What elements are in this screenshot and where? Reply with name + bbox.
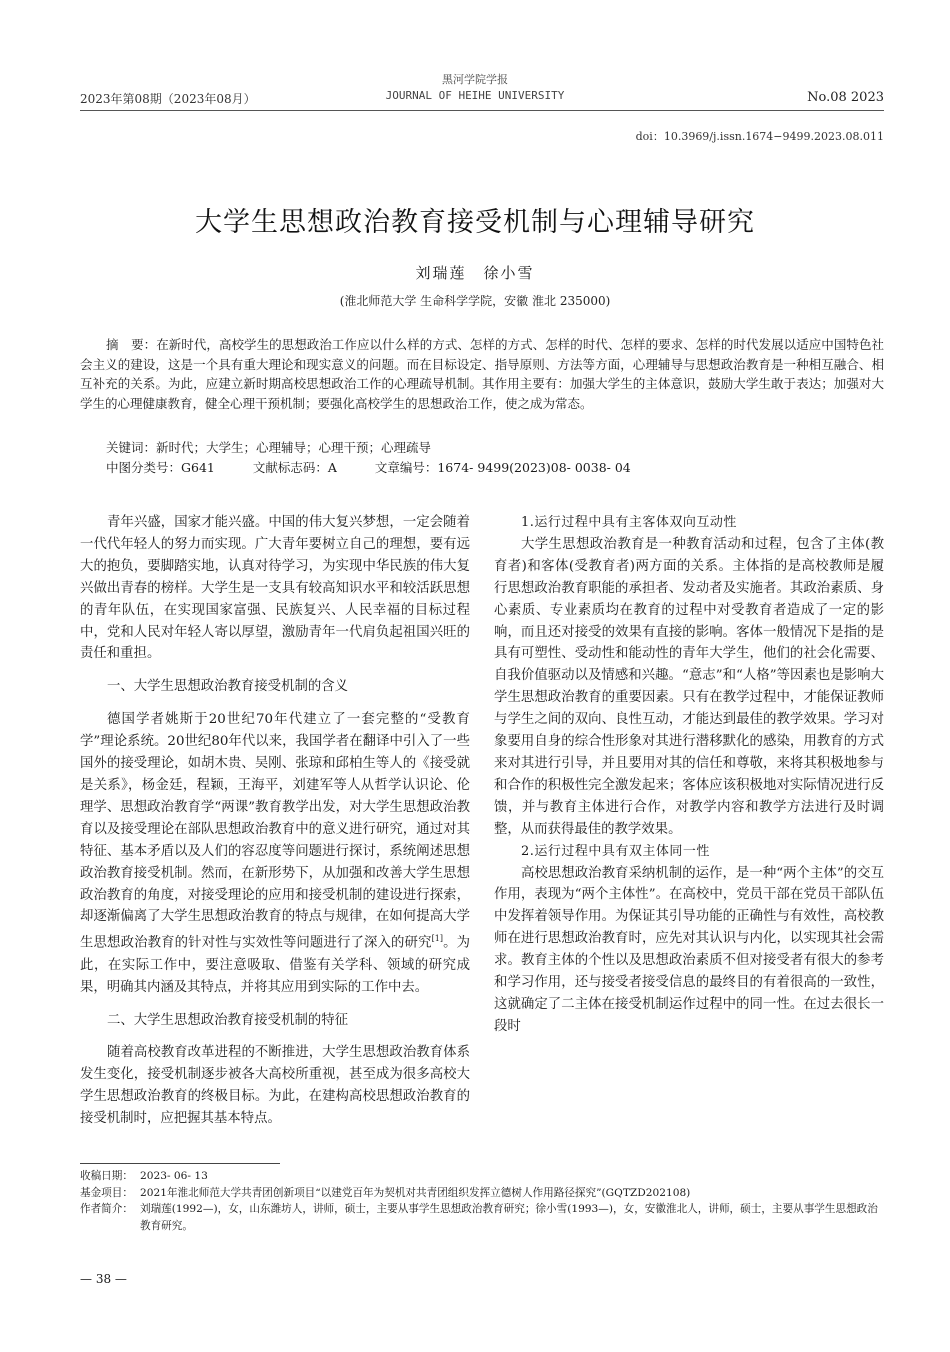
- article-title: 大学生思想政治教育接受机制与心理辅导研究: [195, 207, 755, 238]
- citation-ref[interactable]: [1]: [431, 934, 443, 944]
- running-header-number: No.08 2023: [807, 90, 884, 105]
- classification-line: [106, 458, 665, 477]
- footnote-received: 收稿日期： 2023- 06- 13: [80, 1170, 208, 1182]
- keywords: 关键词：新时代；大学生；心理辅导；心理干预；心理疏导: [106, 440, 432, 455]
- subsection-heading-2: 2.运行过程中具有双主体同一性: [521, 843, 710, 859]
- paragraph-intro: 青年兴盛，国家才能兴盛。中国的伟大复兴梦想，一定会随着一代代年轻人的努力而实现。广大青年要树立自己的理想，要有远大的抱负，要脚踏实地，认真对待学习，为实现中华民族的伟大复兴做出青春的榜样。大学生是一支具有较高知识水平和较活跃思想的青年队伍，在实现国家富强、民族复兴、人民幸福的目标过程中，党和人民对年轻人寄以厚望，激励青年一代肩负起祖国兴旺的责任和重担。: [80, 515, 470, 662]
- affiliation: (淮北师范大学 生命科学学院，安徽 淮北 235000): [339, 294, 611, 308]
- article-number: 文章编号：1674- 9499(2023)08- 0038- 04: [374, 460, 631, 475]
- paragraph-subsection-2: 高校思想政治教育采纳机制的运作，是一种“两个主体”的交互作用，表现为“两个主体性”。在高校中，党员干部在党员干部队伍中发挥着领导作用。为保证其引导功能的正确性与有效性，高校教师在进行思想政治教育时，应先对其认识与内化，以实现其社会需求。教育主体的个性以及思想政治素质不但对接受者有很大的参考和学习作用，还与接受者接受信息的最终目的有着很高的一致性，这就确定了二主体在接受机制运作过程中的同一性。在过去很长一段时: [494, 865, 884, 1034]
- paragraph-section-1: 德国学者姚斯于20世纪70年代建立了一套完整的“受教育学”理论系统。20世纪80年代以来，我国学者在翻译中引入了一些国外的接受理论，如胡木贵、吴刚、张琼和邱柏生等人的《接受就是关系》，杨金廷，程颖，王海平，刘建军等人从哲学认识论、伦理学、思想政治教育学“两课”教育教学出发，对大学生思想政治教育以及接受理论在部队思想政治教育中的意义进行研究，通过对其特征、基本矛盾以及人们的容忍度等问题进行探讨，系统阐述思想政治教育接受机制。然而，在新形势下，从加强和改善大学生思想政治教育的角度，对接受理论的应用和接受机制的建设进行探索，却逐渐偏离了大学生思想政治教育的特点与规律，在如何提高大学生思想政治教育的针对性与实效性等问题进行了深入的研究[1]。为此，在实际工作中，要注意吸取、借鉴有关学科、领域的研究成果，明确其内涵及其特点，并将其应用到实际的工作中去。: [80, 712, 470, 995]
- authors: 刘瑞莲 徐小雪: [415, 264, 535, 282]
- paragraph-section-2: 随着高校教育改革进程的不断推进，大学生思想政治教育体系发生变化，接受机制逐步被各大高校所重视，甚至成为很多高校大学生思想政治教育的终极目标。为此，在建构高校思想政治教育的接受机制时，应把握其基本特点。: [80, 1045, 470, 1127]
- section-heading-2: 二、大学生思想政治教育接受机制的特征: [107, 1012, 349, 1028]
- footnote-author-bio: 作者简介： 刘瑞莲(1992—)，女，山东潍坊人，讲师，硕士，主要从事学生思想政治教育研究；徐小雪(1993—)，女，安徽淮北人，讲师，硕士，主要从事学生思想政治教育研究。: [80, 1203, 878, 1232]
- running-header-issue: 2023年第08期（2023年08月）: [80, 92, 256, 106]
- footnote-divider: [80, 1163, 280, 1164]
- document-code: 文献标志码：A: [252, 460, 337, 475]
- footnotes: [80, 1168, 884, 1234]
- body-column-right: [494, 512, 884, 1038]
- clc-number: 中图分类号：G641: [106, 460, 215, 475]
- body-column-left: [80, 512, 470, 1130]
- abstract: 摘 要：在新时代，高校学生的思想政治工作应以什么样的方式、怎样的方式、怎样的时代、怎样的要求、怎样的时代发展以适应中国特色社会主义的建设，这是一个具有重大理论和现实意义的问题。而在目标设定、指导原则、方法等方面，心理辅导与思想政治教育是一种相互融合、相互补充的关系。为此，应建立新时期高校思想政治工作的心理疏导机制。其作用主要有：加强大学生的主体意识，鼓励大学生敢于表达；加强对大学生的心理健康教育，健全心理干预机制；要强化高校学生的思想政治工作，使之成为常态。: [80, 337, 884, 411]
- subsection-heading-1: 1.运行过程中具有主客体双向互动性: [521, 515, 737, 530]
- page-number: — 38 —: [80, 1272, 127, 1286]
- section-heading-1: 一、大学生思想政治教育接受机制的含义: [107, 679, 349, 695]
- header-divider: [80, 110, 884, 111]
- paragraph-subsection-1: 大学生思想政治教育是一种教育活动和过程，包含了主体(教育者)和客体(受教育者)两方面的关系。主体指的是高校教师是履行思想政治教育职能的承担者、发动者及实施者。其政治素质、身心素质、专业素质均在教育的过程中对受教育者造成了一定的影响，而且还对接受的效果有直接的影响。客体一般情况下是指的是具有可塑性、受动性和能动性的青年大学生，他们的社会化需要、自我价值驱动以及情感和兴趣。“意志”和“人格”等因素也是影响大学生思想政治教育的重要因素。只有在教学过程中，才能保证教师与学生之间的双向、良性互动，才能达到最佳的教学效果。学习对象要用自身的综合性形象对其进行潜移默化的感染，用教育的方式来对其进行引导，并且要用对其的信任和尊敬，来将其积极地参与和合作的积极性完全激发起来；客体应该积极地对实际情况进行反馈，并与教育主体进行合作，对教学内容和教学方法进行及时调整，从而获得最佳的教学效果。: [494, 536, 884, 837]
- journal-name-en: JOURNAL OF HEIHE UNIVERSITY: [385, 89, 565, 102]
- footnote-fund: 基金项目： 2021年淮北师范大学共青团创新项目“以建党百年为契机对共青团组织发挥立德树人作用路径探究”(GQTZD202108): [80, 1186, 691, 1199]
- journal-name-cn: 黑河学院学报: [442, 73, 508, 86]
- doi: doi：10.3969/j.issn.1674−9499.2023.08.011: [635, 130, 884, 143]
